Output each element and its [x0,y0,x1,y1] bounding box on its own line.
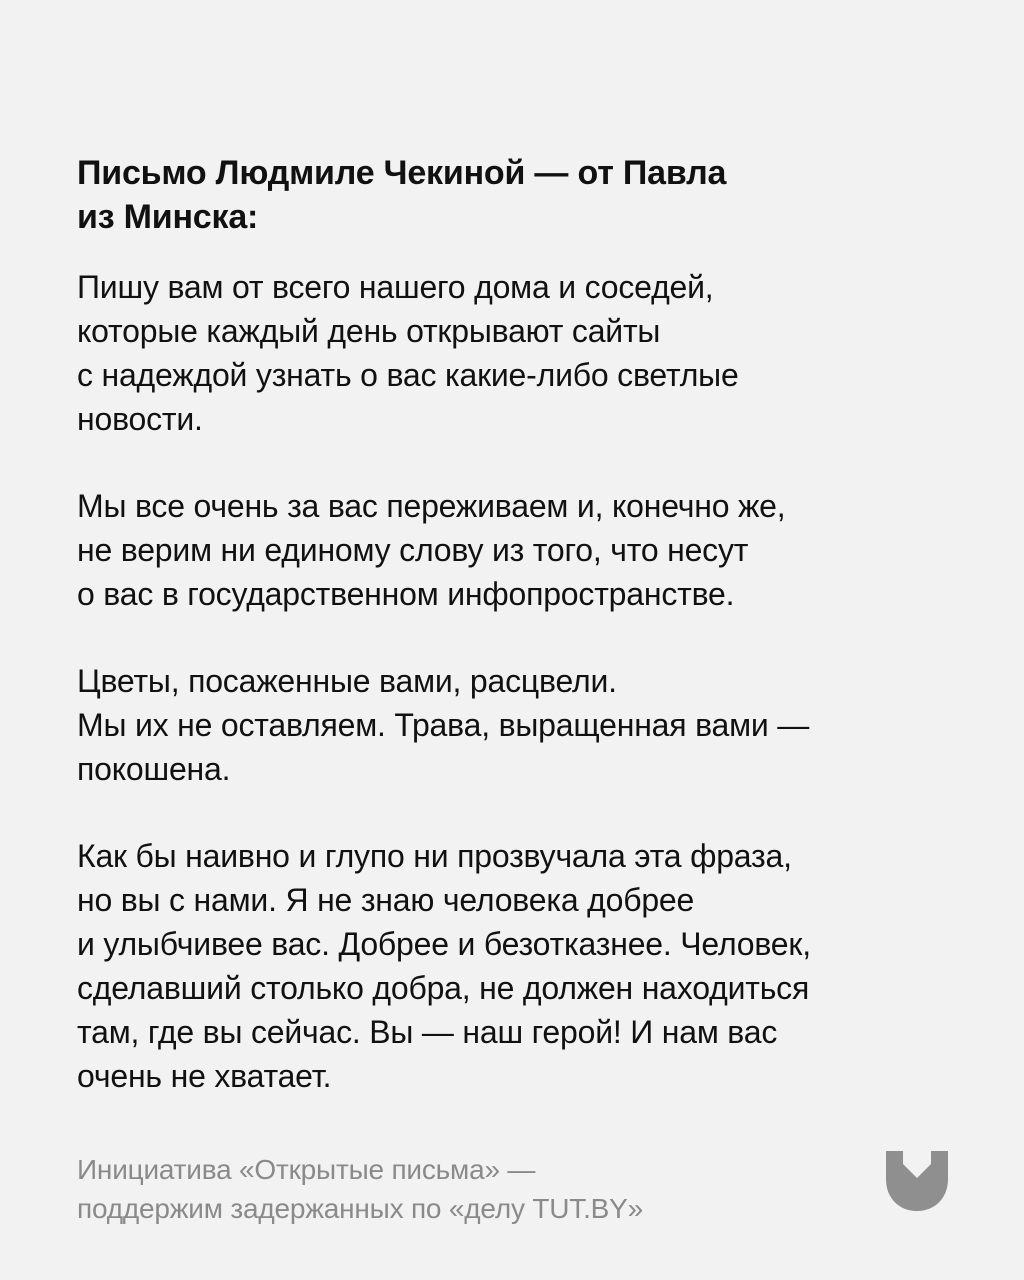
paragraph-1-line-2: которые каждый день открывают сайты [77,313,661,349]
paragraph-3-line-1: Цветы, посаженные вами, расцвели. [77,663,617,699]
paragraph-4-line-4: сделавший столько добра, не должен находиться [77,970,810,1006]
paragraph-1-line-3: с надеждой узнать о вас какие-либо светлые [77,357,739,393]
paragraph-4-line-1: Как бы наивно и глупо ни прозвучала эта фраза, [77,838,792,874]
paragraph-1-line-4: новости. [77,401,203,437]
paragraph-3-line-3: покошена. [77,751,231,787]
footer-line-2: поддержим задержанных по «делу TUT.BY» [77,1193,643,1224]
shield-chevron-logo-icon [886,1151,948,1211]
title-line-2: из Минска: [77,197,259,236]
footer-line-1: Инициатива «Открытые письма» — [77,1154,536,1185]
paragraph-2-line-1: Мы все очень за вас переживаем и, конечно же, [77,488,786,524]
paragraph-2 [77,484,957,616]
paragraph-2-line-2: не верим ни единому слову из того, что несут [77,532,749,568]
paragraph-4-line-5: там, где вы сейчас. Вы — наш герой! И нам вас [77,1014,778,1050]
paragraph-1-line-1: Пишу вам от всего нашего дома и соседей, [77,269,714,305]
paragraph-2-line-3: о вас в государственном инфопространстве. [77,576,735,612]
title-line-1: Письмо Людмиле Чекиной — от Павла [77,153,727,192]
paragraph-3-line-2: Мы их не оставляем. Трава, выращенная вами — [77,707,810,743]
paragraph-3 [77,659,957,791]
logo-shield-shape [886,1151,948,1211]
paragraph-4-line-6: очень не хватает. [77,1058,332,1094]
paragraph-4-line-3: и улыбчивее вас. Добрее и безотказнее. Человек, [77,926,811,962]
paragraph-1 [77,265,957,441]
paragraph-4-line-2: но вы с нами. Я не знаю человека добрее [77,882,695,918]
letter-title [77,151,947,239]
initiative-footer [77,1150,857,1228]
paragraph-4 [77,834,957,1098]
